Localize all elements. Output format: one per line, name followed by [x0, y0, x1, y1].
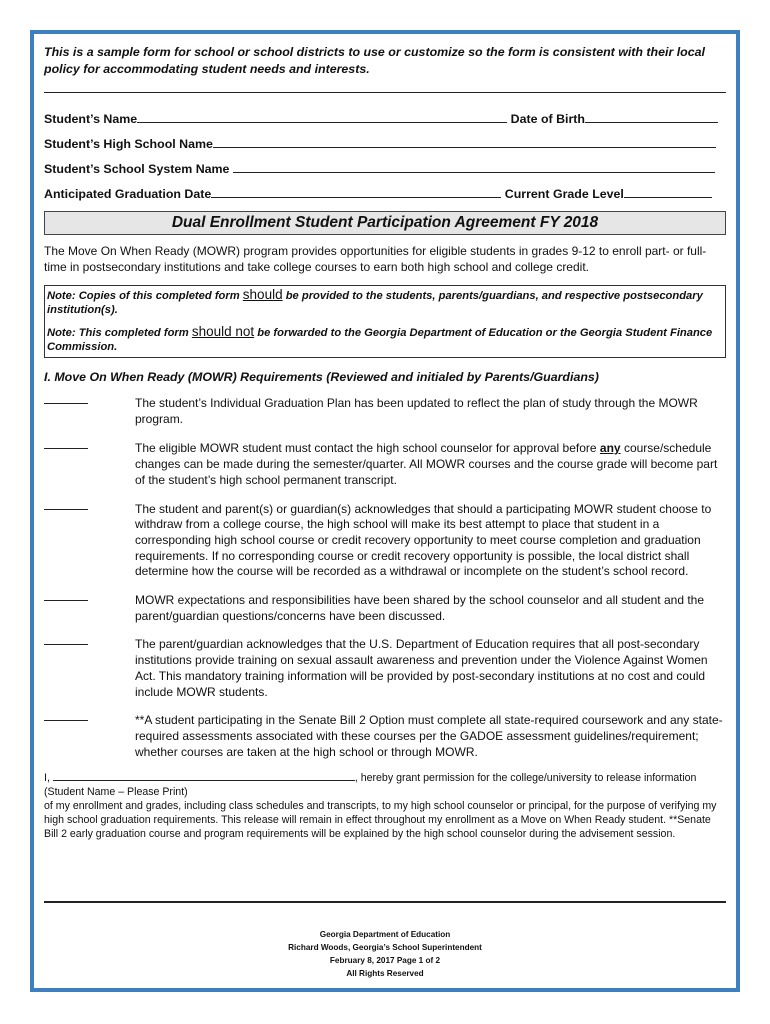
agreement-title: Dual Enrollment Student Participation Agreement FY 2018	[44, 211, 726, 235]
intro-divider	[44, 92, 726, 93]
requirement-item	[44, 396, 726, 427]
requirement-text: The student and parent(s) or guardian(s) acknowledges that should a participating MOWR student choose to withdraw from a college course, the high school will make its best attempt to place that student in a corresponding high school course or credit recovery opportunity to meet course completion and graduation requirements. If no corresponding course or credit recovery opportunity is possible, the local district shall determine how the course will be recorded as a withdrawal or incomplete on the student’s school record.	[135, 501, 712, 579]
release-body: of my enrollment and grades, including class schedules and transcripts, to my high school counselor or principal, for the purpose of verifying my high school graduation requirements. This release will remain in effect throughout my enrollment as a Move on When Ready student. **Senate Bill 2 early graduation course and program requirements will be explained by the high school counselor during the advisement session.	[44, 800, 717, 841]
student-info-fields	[44, 107, 726, 207]
requirement-text: MOWR expectations and responsibilities have been shared by the school counselor and all student and the parent/guardian questions/concerns have been discussed.	[135, 593, 705, 623]
requirement-text: The eligible MOWR student must contact the high school counselor for approval before	[135, 441, 597, 456]
note-copies-suffix: be provided to the students, parents/guardians, and respective postsecondary institution(s).	[47, 290, 703, 316]
initials-field[interactable]	[44, 509, 88, 510]
date-of-birth-field[interactable]	[585, 109, 718, 123]
form-content	[44, 44, 726, 841]
date-of-birth-label: Date of Birth	[510, 112, 585, 126]
requirement-item	[44, 593, 726, 624]
note-copies	[47, 288, 721, 317]
requirements-list	[44, 396, 726, 760]
graduation-date-label: Anticipated Graduation Date	[44, 187, 212, 201]
school-system-name-field[interactable]	[233, 159, 715, 173]
footer	[44, 928, 726, 980]
initials-field[interactable]	[44, 448, 88, 449]
grade-level-field[interactable]	[624, 184, 712, 198]
note-forwarding	[47, 325, 721, 354]
requirement-text: The parent/guardian acknowledges that the U.S. Department of Education requires that all post-secondary institutions provide training on sexual assault awareness and prevention under the Violence Against Women Act. This mandatory training information will be provided by post-secondary institutions at no cost and could include MOWR students.	[135, 637, 708, 699]
student-name-label: Student’s Name	[44, 112, 138, 126]
section-heading: I. Move On When Ready (MOWR) Requirements (Reviewed and initialed by Parents/Guardians)	[44, 370, 599, 384]
requirement-text-continued: course/schedule changes can be made during the semester/quarter. All MOWR courses and the course grade will become part of the student’s high school permanent transcript.	[135, 441, 718, 487]
note-forwarding-suffix: be forwarded to the Georgia Department of Education or the Georgia Student Finance Commission.	[47, 327, 713, 353]
note-forwarding-prefix: Note: This completed form	[47, 327, 189, 339]
footer-superintendent: Richard Woods, Georgia’s School Superintendent	[288, 943, 482, 952]
note-copies-emphasis: should	[242, 287, 283, 302]
note-copies-prefix: Note: Copies of this completed form	[47, 290, 240, 302]
release-prefix: I,	[44, 772, 50, 785]
requirement-item	[44, 441, 726, 488]
graduation-row	[44, 182, 726, 207]
high-school-name-label: Student’s High School Name	[44, 137, 213, 151]
student-name-field[interactable]	[137, 109, 507, 123]
note-forwarding-emphasis: should not	[191, 324, 255, 339]
school-system-name-label: Student’s School System Name	[44, 162, 230, 176]
requirement-emphasis: any	[599, 441, 621, 456]
initials-field[interactable]	[44, 644, 88, 645]
grade-level-label: Current Grade Level	[504, 187, 624, 201]
initials-field[interactable]	[44, 600, 88, 601]
release-name-line	[44, 770, 726, 785]
program-description: The Move On When Ready (MOWR) program provides opportunities for eligible students in grades 9-12 to enroll part- or full-time in postsecondary institutions and take college courses to earn both high school and college credit.	[44, 244, 707, 274]
requirement-item	[44, 713, 726, 760]
student-print-name-field[interactable]	[53, 770, 355, 781]
requirement-text: **A student participating in the Senate Bill 2 Option must complete all state-required coursework and any state-required assessments associated with these courses per the GADOE assessment guidelines/requirement; whether courses are taken at the high school or through MOWR.	[135, 713, 723, 759]
requirement-text: The student’s Individual Graduation Plan has been updated to reflect the plan of study through the MOWR program.	[135, 396, 698, 426]
requirement-item	[44, 502, 726, 581]
notes-box	[44, 285, 726, 358]
high-school-row	[44, 132, 726, 157]
intro-text: This is a sample form for school or school districts to use or customize so the form is consistent with their local policy for accommodating student needs and interests.	[44, 45, 705, 76]
student-name-row	[44, 107, 726, 132]
release-grant-text: , hereby grant permission for the college/university to release information	[354, 772, 697, 785]
release-statement	[44, 770, 726, 841]
release-name-caption: (Student Name – Please Print)	[44, 786, 188, 799]
requirement-item	[44, 637, 726, 700]
graduation-date-field[interactable]	[211, 184, 501, 198]
initials-field[interactable]	[44, 720, 88, 721]
initials-field[interactable]	[44, 403, 88, 404]
high-school-name-field[interactable]	[213, 134, 716, 148]
footer-department: Georgia Department of Education	[319, 930, 451, 939]
school-system-row	[44, 157, 726, 182]
footer-divider	[44, 901, 726, 903]
footer-rights: All Rights Reserved	[346, 969, 424, 978]
footer-date-page: February 8, 2017 Page 1 of 2	[329, 956, 441, 965]
